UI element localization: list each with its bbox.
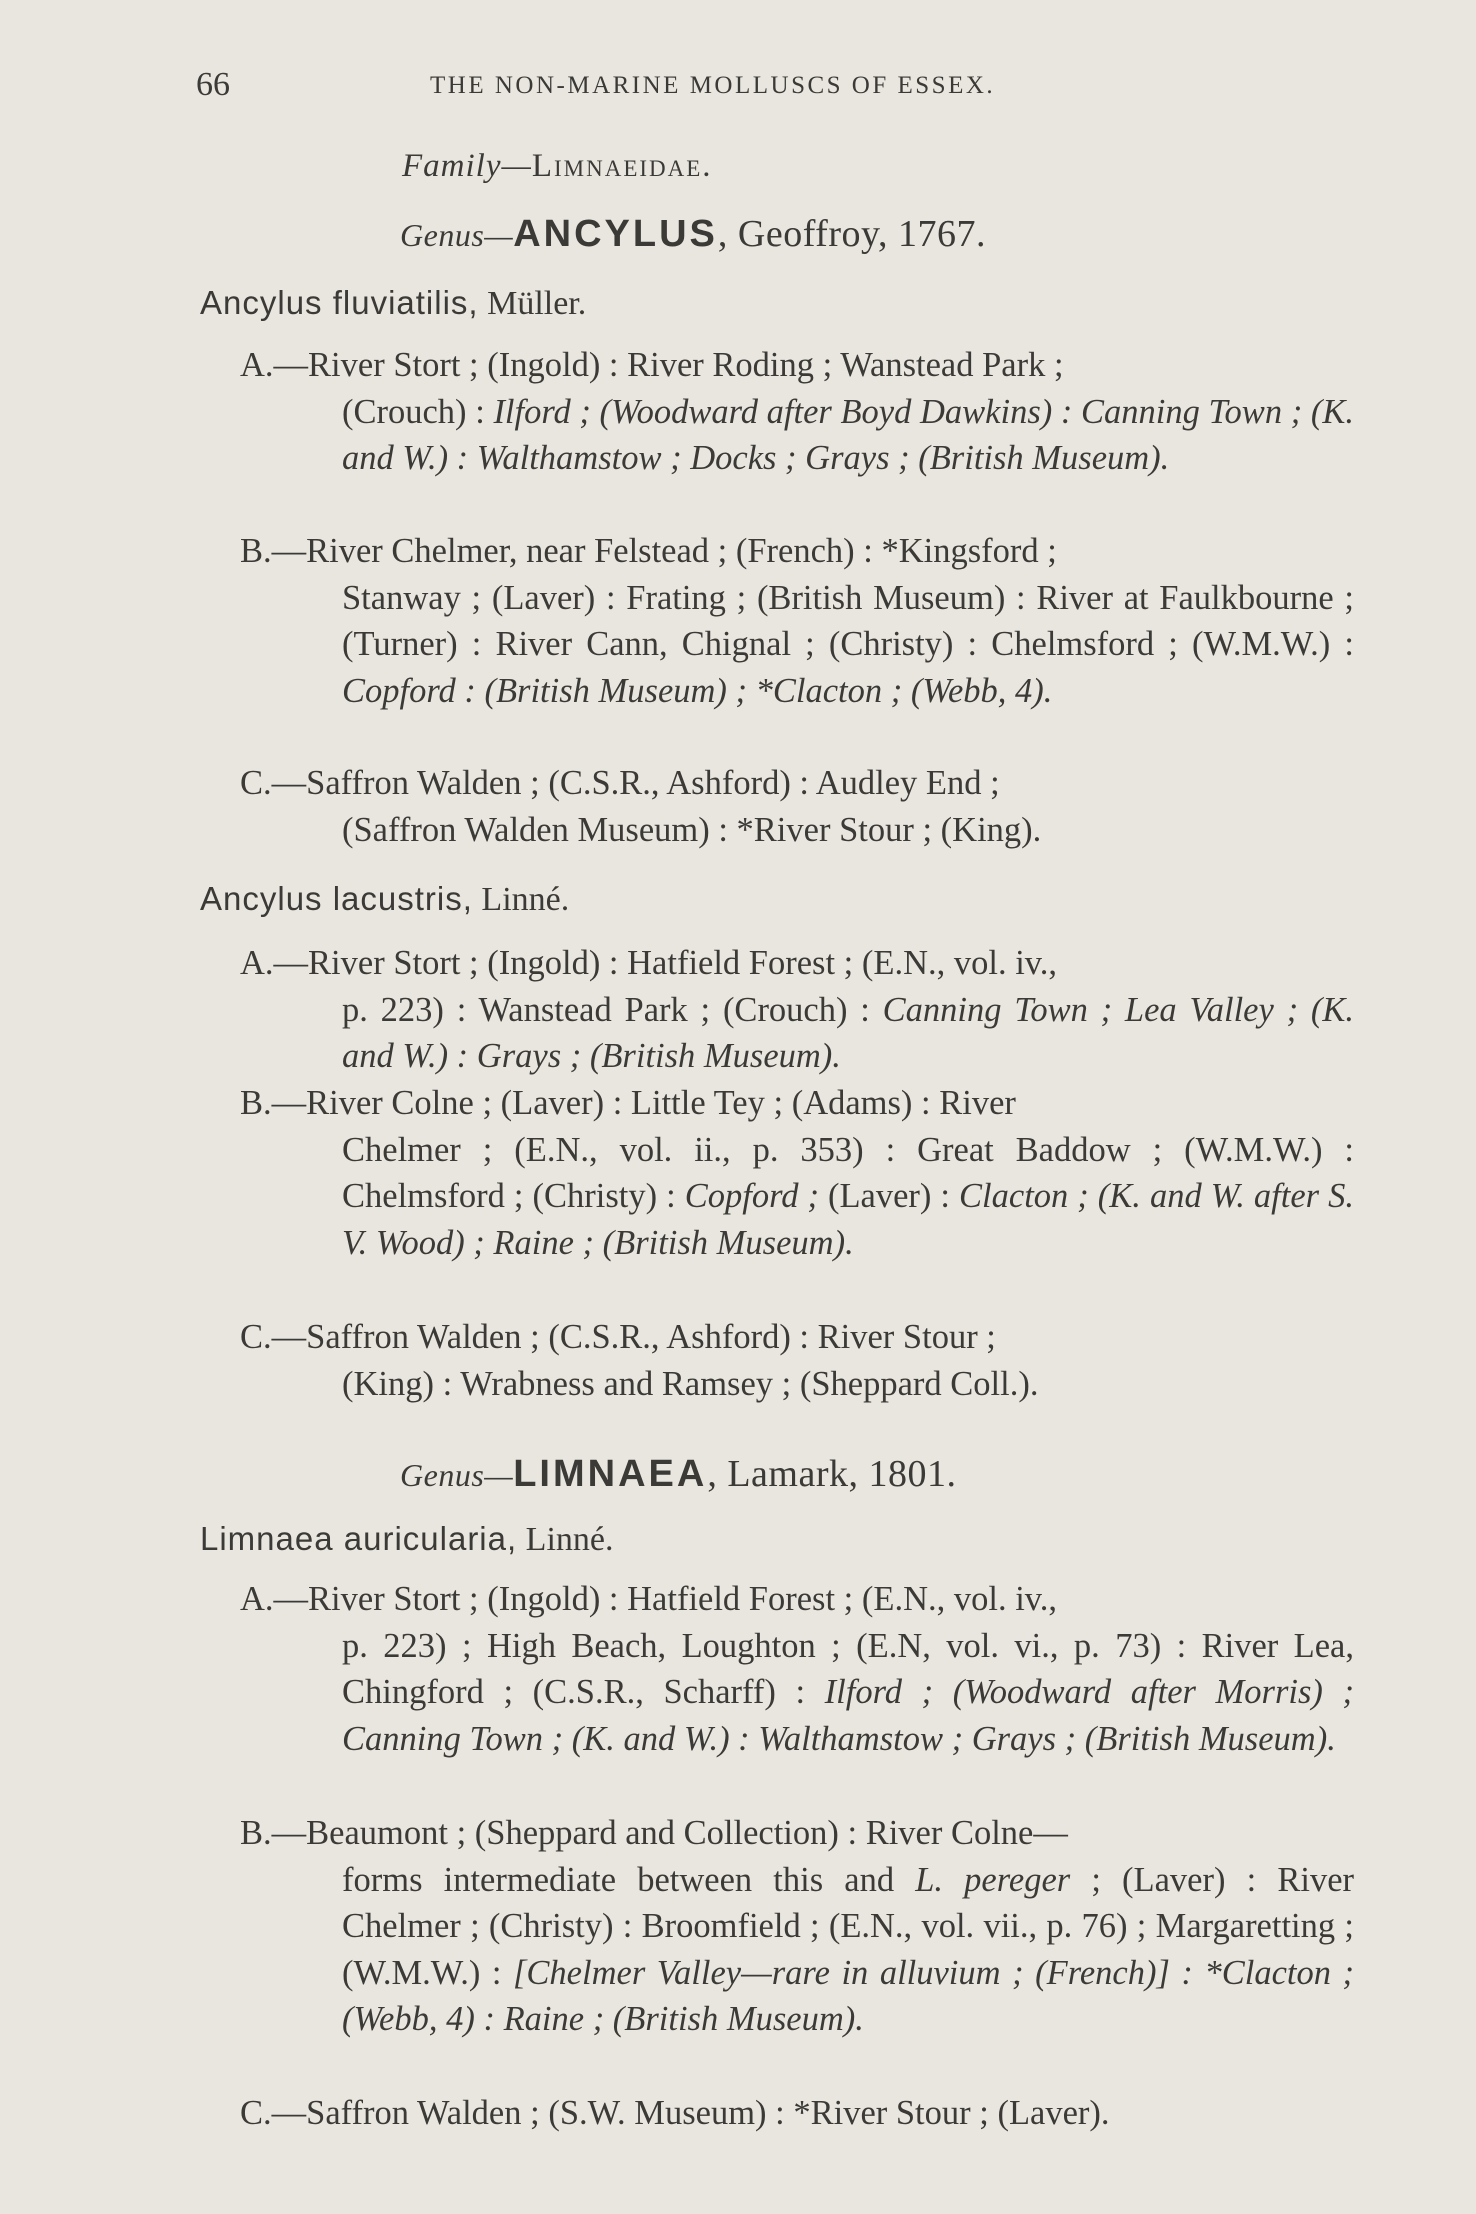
record-key: C.— [240, 2094, 307, 2132]
genus-authority: , Lamark, 1801. [707, 1453, 957, 1495]
record-key: B.— [240, 532, 307, 570]
genus-name: LIMNAEA [513, 1453, 708, 1495]
record-b: B.—River Colne ; (Laver) : Little Tey ; (Adams) : River Chelmer ; (E.N., vol. ii., p. 353) : Great Baddow ; (W.M.W.) : Chelmsford ; (Christy) : Copford ; (Laver) : Clacton ; (K. and W. after S. V. Wood) ; Raine ; (British Museum). [240, 1084, 1354, 1262]
record-c: C.—Saffron Walden ; (S.W. Museum) : *River Stour ; (Laver). [240, 2094, 1110, 2132]
species-heading [200, 1520, 613, 1559]
species-heading [200, 880, 569, 919]
page-number: 66 [196, 66, 230, 103]
record-a: A.—River Stort ; (Ingold) : Hatfield Forest ; (E.N., vol. iv., p. 223) : Wanstead Park ; (Crouch) : Canning Town ; Lea Valley ; (K. and W.) : Grays ; (British Museum). [240, 944, 1354, 1075]
record-c: C.—Saffron Walden ; (C.S.R., Ashford) : River Stour ; (King) : Wrabness and Ramsey ; (Sheppard Coll.). [240, 1318, 1039, 1403]
genus-authority: , Geoffroy, 1767. [717, 213, 987, 255]
record-key: A.— [240, 944, 309, 982]
record-b: B.—River Chelmer, near Felstead ; (French) : *Kingsford ; Stanway ; (Laver) : Frating ; (British Museum) : River at Faulkbourne ; (Turner) : River Cann, Chignal ; (Christy) : Chelmsford ; (W.M.W.) : Copford : (British Museum) ; *Clacton ; (Webb, 4). [240, 532, 1354, 710]
family-name: Limnaeidae. [531, 148, 713, 184]
species-name: Limnaea auricularia, [200, 1520, 518, 1557]
genus-label: Genus— [400, 217, 514, 253]
record-a: A.—River Stort ; (Ingold) : River Roding ; Wanstead Park ; (Crouch) : Ilford ; (Woodward after Boyd Dawkins) : Canning Town ; (K. and W.) : Walthamstow ; Docks ; Grays ; (British Museum). [240, 346, 1354, 477]
genus-label: Genus— [400, 1457, 514, 1493]
record-key: A.— [240, 1580, 309, 1618]
genus-heading-ancylus [400, 212, 986, 256]
record-key: C.— [240, 764, 307, 802]
family-label: Family— [402, 148, 532, 184]
family-heading [402, 148, 713, 185]
species-authority: Linné. [472, 881, 570, 918]
record-c: C.—Saffron Walden ; (C.S.R., Ashford) : Audley End ; (Saffron Walden Museum) : *River Stour ; (King). [240, 764, 1042, 849]
species-name: Ancylus fluviatilis, [200, 284, 479, 321]
genus-name: ANCYLUS [513, 213, 718, 255]
running-head: THE NON-MARINE MOLLUSCS OF ESSEX. [430, 72, 996, 99]
species-heading [200, 284, 586, 323]
record-key: B.— [240, 1084, 307, 1122]
record-key: B.— [240, 1814, 307, 1852]
genus-heading-limnaea [400, 1452, 956, 1496]
record-key: A.— [240, 346, 309, 384]
species-name: Ancylus lacustris, [200, 880, 473, 917]
record-key: C.— [240, 1318, 307, 1356]
species-authority: Linné. [517, 1521, 614, 1558]
record-b: B.—Beaumont ; (Sheppard and Collection) : River Colne— forms intermediate between this and L. pereger ; (Laver) : River Chelmer ; (Christy) : Broomfield ; (E.N., vol. vii., p. 76) ; Margaretting ; (W.M.W.) : [Chelmer Valley—rare in alluvium ; (French)] : *Clacton ; (Webb, 4) : Raine ; (British Museum). [240, 1814, 1354, 2038]
species-authority: Müller. [478, 285, 587, 322]
record-a: A.—River Stort ; (Ingold) : Hatfield Forest ; (E.N., vol. iv., p. 223) ; High Beach, Loughton ; (E.N, vol. vi., p. 73) : River Lea, Chingford ; (C.S.R., Scharff) : Ilford ; (Woodward after Morris) ; Canning Town ; (K. and W.) : Walthamstow ; Grays ; (British Museum). [240, 1580, 1355, 1758]
